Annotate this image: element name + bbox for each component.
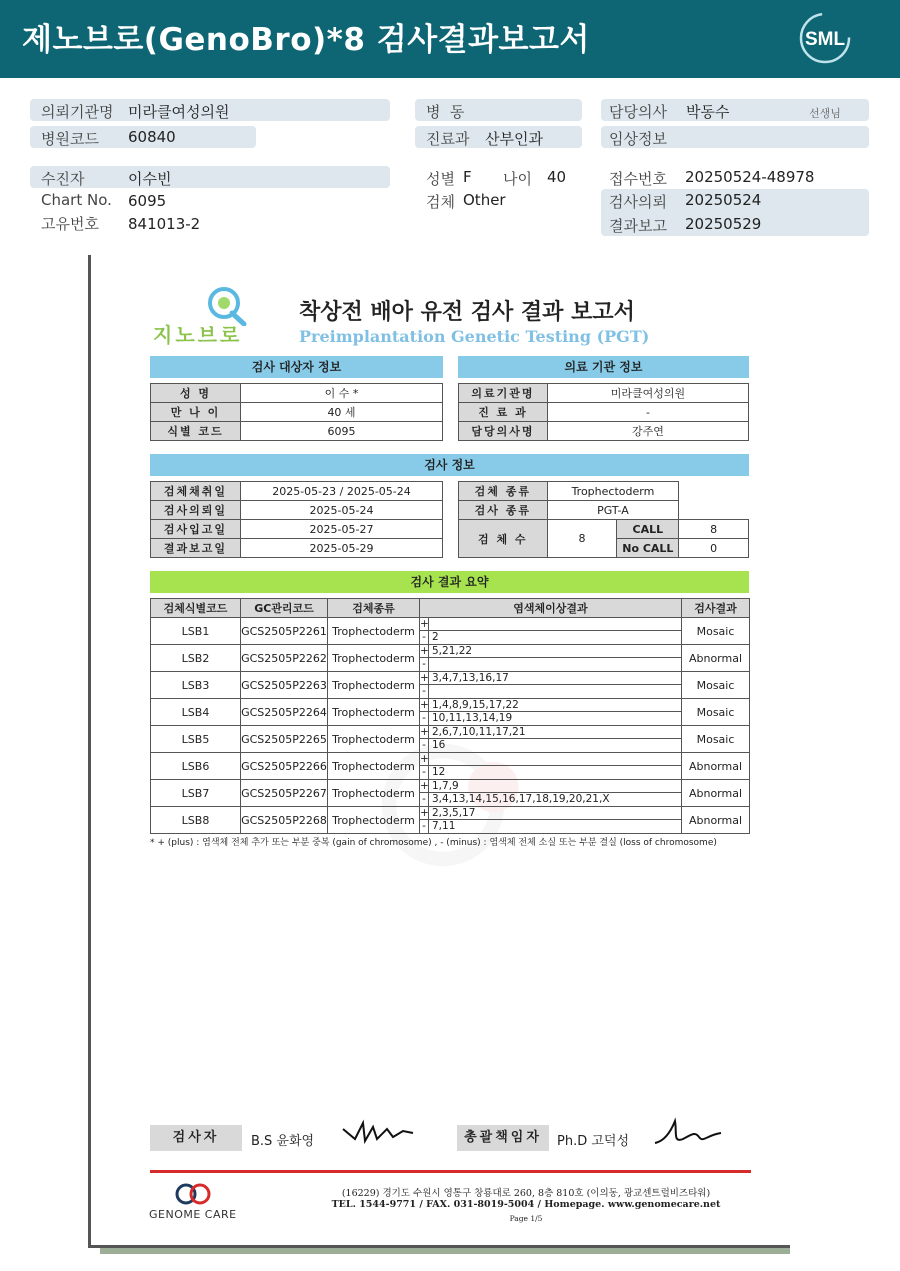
loss-line-chromosomes: 3,4,13,14,15,16,17,18,19,20,21,X	[432, 793, 610, 805]
results-header-result: 검사결과	[682, 599, 750, 618]
results-header-id: 검체식별코드	[151, 599, 241, 618]
result-specimen-id: LSB2	[151, 645, 241, 672]
specimen-count: 8	[547, 520, 617, 558]
loss-line-sign: -	[420, 739, 429, 752]
ward-label: 병 동	[426, 103, 465, 121]
result-specimen-id: LSB6	[151, 753, 241, 780]
result-karyotype	[420, 726, 682, 753]
svg-text:SML: SML	[804, 29, 846, 50]
loss-line-chromosomes: 7,11	[432, 820, 456, 832]
result-status: Abnormal	[682, 753, 750, 780]
result-specimen-id: LSB3	[151, 672, 241, 699]
genobro-logo-text: 지노브로	[153, 323, 243, 347]
result-status: Abnormal	[682, 807, 750, 834]
gain-line-chromosomes: 1,4,8,9,15,17,22	[432, 699, 519, 711]
doctor-label: 담당의사	[609, 103, 667, 121]
subject-id: 6095	[241, 422, 443, 441]
result-status: Mosaic	[682, 618, 750, 645]
result-specimen-id: LSB5	[151, 726, 241, 753]
result-row	[151, 726, 750, 753]
institution-table	[458, 383, 749, 441]
subject-age: 40 세	[241, 403, 443, 422]
gain-line	[420, 780, 681, 793]
tester-signature-icon	[341, 1117, 416, 1147]
result-karyotype	[420, 753, 682, 780]
result-status: Mosaic	[682, 699, 750, 726]
genome-care-logo-icon	[173, 1182, 213, 1206]
loss-line	[420, 685, 681, 698]
result-gc-code: GCS2505P2262	[241, 645, 328, 672]
inst-doctor-label: 담당의사명	[459, 422, 548, 441]
result-karyotype	[420, 780, 682, 807]
gain-line	[420, 618, 681, 631]
inst-doctor: 강주연	[548, 422, 749, 441]
gain-line-sign: +	[420, 672, 429, 684]
report-date-label: 결과보고일	[151, 539, 241, 558]
results-header-gc: GC관리코드	[241, 599, 328, 618]
report-date: 2025-05-29	[241, 539, 443, 558]
report-title: 착상전 배아 유전 검사 결과 보고서	[299, 300, 635, 325]
result-row	[151, 618, 750, 645]
header-bar	[0, 0, 900, 78]
result-specimen-type: Trophectoderm	[328, 672, 420, 699]
result-status: Abnormal	[682, 780, 750, 807]
footer-contact: TEL. 1544-9771 / FAX. 031-8019-5004 / Homepage. www.genomecare.net	[331, 1199, 721, 1210]
patient-name-value: 이수빈	[128, 170, 172, 188]
receive-date-label: 검사입고일	[151, 520, 241, 539]
inst-dept-label: 진 료 과	[459, 403, 548, 422]
specimen-type: Trophectoderm	[547, 482, 679, 501]
subject-name-label: 성 명	[151, 384, 241, 403]
result-gc-code: GCS2505P2263	[241, 672, 328, 699]
results-header-type: 검체종류	[328, 599, 420, 618]
loss-line-chromosomes: 2	[432, 631, 439, 643]
result-specimen-type: Trophectoderm	[328, 645, 420, 672]
result-specimen-type: Trophectoderm	[328, 807, 420, 834]
loss-line-sign: -	[420, 685, 429, 698]
loss-line-sign: -	[420, 631, 429, 644]
inst-name-label: 의료기관명	[459, 384, 548, 403]
result-gc-code: GCS2505P2264	[241, 699, 328, 726]
inst-name: 미라클여성의원	[548, 384, 749, 403]
call-value: 8	[679, 520, 749, 539]
loss-line	[420, 766, 681, 779]
doctor-value: 박동수	[686, 103, 730, 121]
request-label: 검사의뢰	[609, 193, 667, 211]
sml-logo	[796, 12, 854, 64]
director-name: Ph.D 고덕성	[557, 1134, 630, 1149]
result-specimen-id: LSB8	[151, 807, 241, 834]
institution-section-bar: 의료 기관 정보	[458, 356, 749, 378]
result-specimen-type: Trophectoderm	[328, 780, 420, 807]
gain-line-sign: +	[420, 807, 429, 819]
specimen-value: Other	[463, 191, 506, 209]
nocall-value: 0	[679, 539, 749, 558]
department-value: 산부인과	[485, 130, 543, 148]
result-specimen-id: LSB7	[151, 780, 241, 807]
page-title: 제노브로(GenoBro)*8 검사결과보고서	[22, 22, 590, 58]
gain-line	[420, 699, 681, 712]
footer-address: (16229) 경기도 수원시 영통구 창룡대로 260, 8층 810호 (이의동, 광교센트럴비즈타워)	[341, 1188, 711, 1199]
gain-line	[420, 726, 681, 739]
report-document	[91, 255, 790, 1245]
result-gc-code: GCS2505P2268	[241, 807, 328, 834]
gain-line-sign: +	[420, 753, 429, 765]
request-date-label: 검사의뢰일	[151, 501, 241, 520]
age-value: 40	[547, 168, 567, 186]
test-dates-table	[150, 481, 443, 558]
loss-line	[420, 658, 681, 671]
result-row	[151, 672, 750, 699]
loss-line	[420, 712, 681, 725]
test-type: PGT-A	[547, 501, 679, 520]
subject-table	[150, 383, 443, 441]
director-signature-icon	[651, 1115, 726, 1149]
result-row	[151, 780, 750, 807]
loss-line-chromosomes: 10,11,13,14,19	[432, 712, 513, 724]
result-gc-code: GCS2505P2265	[241, 726, 328, 753]
doctor-suffix: 선생님	[809, 107, 841, 120]
result-status: Mosaic	[682, 726, 750, 753]
test-type-label: 검사 종류	[459, 501, 548, 520]
footer-divider	[150, 1170, 751, 1173]
unique-no-label: 고유번호	[41, 215, 99, 233]
specimen-label: 검체	[426, 193, 455, 211]
result-specimen-type: Trophectoderm	[328, 753, 420, 780]
gain-line	[420, 672, 681, 685]
result-specimen-type: Trophectoderm	[328, 618, 420, 645]
result-gc-code: GCS2505P2266	[241, 753, 328, 780]
department-label: 진료과	[426, 130, 470, 148]
request-date: 2025-05-24	[241, 501, 443, 520]
request-value: 20250524	[685, 191, 762, 209]
receipt-value: 20250524-48978	[685, 168, 815, 186]
subject-id-label: 식별 코드	[151, 422, 241, 441]
gain-line-sign: +	[420, 618, 429, 630]
result-gc-code: GCS2505P2267	[241, 780, 328, 807]
result-gc-code: GCS2505P2261	[241, 618, 328, 645]
gain-line-chromosomes: 2,3,5,17	[432, 807, 476, 819]
call-label: CALL	[617, 520, 679, 539]
result-karyotype	[420, 699, 682, 726]
specimen-type-label: 검체 종류	[459, 482, 548, 501]
result-status: Mosaic	[682, 672, 750, 699]
test-section-bar: 검사 정보	[150, 454, 749, 476]
tester-name: B.S 윤화영	[251, 1134, 315, 1149]
summary-section-bar: 검사 결과 요약	[150, 571, 749, 593]
gain-line-chromosomes: 5,21,22	[432, 645, 473, 657]
loss-line-sign: -	[420, 712, 429, 725]
loss-line	[420, 793, 681, 806]
gain-line-sign: +	[420, 645, 429, 657]
result-karyotype	[420, 645, 682, 672]
subject-section-bar: 검사 대상자 정보	[150, 356, 443, 378]
loss-line	[420, 631, 681, 644]
collect-value: 2025-05-23 / 2025-05-24	[241, 482, 443, 501]
genome-care-logo-text: GENOME CARE	[149, 1208, 237, 1221]
gain-line-chromosomes: 3,4,7,13,16,17	[432, 672, 509, 684]
loss-line-sign: -	[420, 793, 429, 806]
gain-line-sign: +	[420, 780, 429, 792]
sex-value: F	[463, 168, 472, 186]
patient-name-label: 수진자	[41, 170, 85, 188]
result-row	[151, 753, 750, 780]
specimen-count-label: 검 체 수	[459, 520, 548, 558]
loss-line	[420, 820, 681, 833]
receipt-label: 접수번호	[609, 170, 667, 188]
director-label: 총괄책임자	[457, 1125, 549, 1151]
results-table	[150, 598, 750, 834]
report-subtitle: Preimplantation Genetic Testing (PGT)	[299, 327, 650, 346]
legend-note: * + (plus) : 염색체 전체 추가 또는 부분 중복 (gain of chromosome) , - (minus) : 염색체 전체 소실 또는 부분 결실 (loss of chromosome)	[150, 838, 717, 848]
loss-line-chromosomes: 16	[432, 739, 446, 751]
clinical-label: 임상정보	[609, 130, 667, 148]
loss-line-chromosomes	[429, 658, 681, 671]
receive-date: 2025-05-27	[241, 520, 443, 539]
report-label: 결과보고	[609, 217, 667, 235]
gain-line-chromosomes	[429, 618, 681, 630]
loss-line-chromosomes: 12	[432, 766, 446, 778]
gain-line	[420, 645, 681, 658]
loss-line	[420, 739, 681, 752]
results-header-karyotype: 염색체이상결과	[420, 599, 682, 618]
gain-line	[420, 807, 681, 820]
loss-line-sign: -	[420, 658, 429, 671]
result-status: Abnormal	[682, 645, 750, 672]
result-specimen-type: Trophectoderm	[328, 699, 420, 726]
result-karyotype	[420, 807, 682, 834]
result-karyotype	[420, 672, 682, 699]
institution-value: 미라클여성의원	[128, 103, 230, 121]
test-specimen-table	[458, 481, 749, 558]
gain-line-chromosomes: 1,7,9	[432, 780, 459, 792]
result-specimen-id: LSB1	[151, 618, 241, 645]
gain-line-chromosomes	[429, 753, 681, 765]
subject-age-label: 만 나 이	[151, 403, 241, 422]
result-karyotype	[420, 618, 682, 645]
collect-label: 검체채취일	[151, 482, 241, 501]
unique-no-value: 841013-2	[128, 215, 201, 233]
sex-label: 성별	[426, 170, 455, 188]
tester-label: 검사자	[150, 1125, 242, 1151]
loss-line-sign: -	[420, 766, 429, 779]
gain-line-sign: +	[420, 699, 429, 711]
gain-line-sign: +	[420, 726, 429, 738]
gain-line-chromosomes: 2,6,7,10,11,17,21	[432, 726, 526, 738]
result-row	[151, 699, 750, 726]
result-specimen-id: LSB4	[151, 699, 241, 726]
result-row	[151, 645, 750, 672]
subject-name: 이 수 *	[241, 384, 443, 403]
institution-label: 의뢰기관명	[41, 103, 114, 121]
age-label: 나이	[503, 170, 532, 188]
loss-line-chromosomes	[429, 685, 681, 698]
hospital-code-value: 60840	[128, 128, 176, 146]
chart-no-value: 6095	[128, 192, 167, 210]
nocall-label: No CALL	[617, 539, 679, 558]
document-underlay	[100, 1248, 790, 1254]
footer-page: Page 1/5	[509, 1214, 543, 1223]
loss-line-sign: -	[420, 820, 429, 833]
inst-dept: -	[548, 403, 749, 422]
result-row	[151, 807, 750, 834]
hospital-code-label: 병원코드	[41, 130, 99, 148]
result-specimen-type: Trophectoderm	[328, 726, 420, 753]
chart-no-label: Chart No.	[41, 191, 112, 209]
gain-line	[420, 753, 681, 766]
report-value: 20250529	[685, 215, 762, 233]
